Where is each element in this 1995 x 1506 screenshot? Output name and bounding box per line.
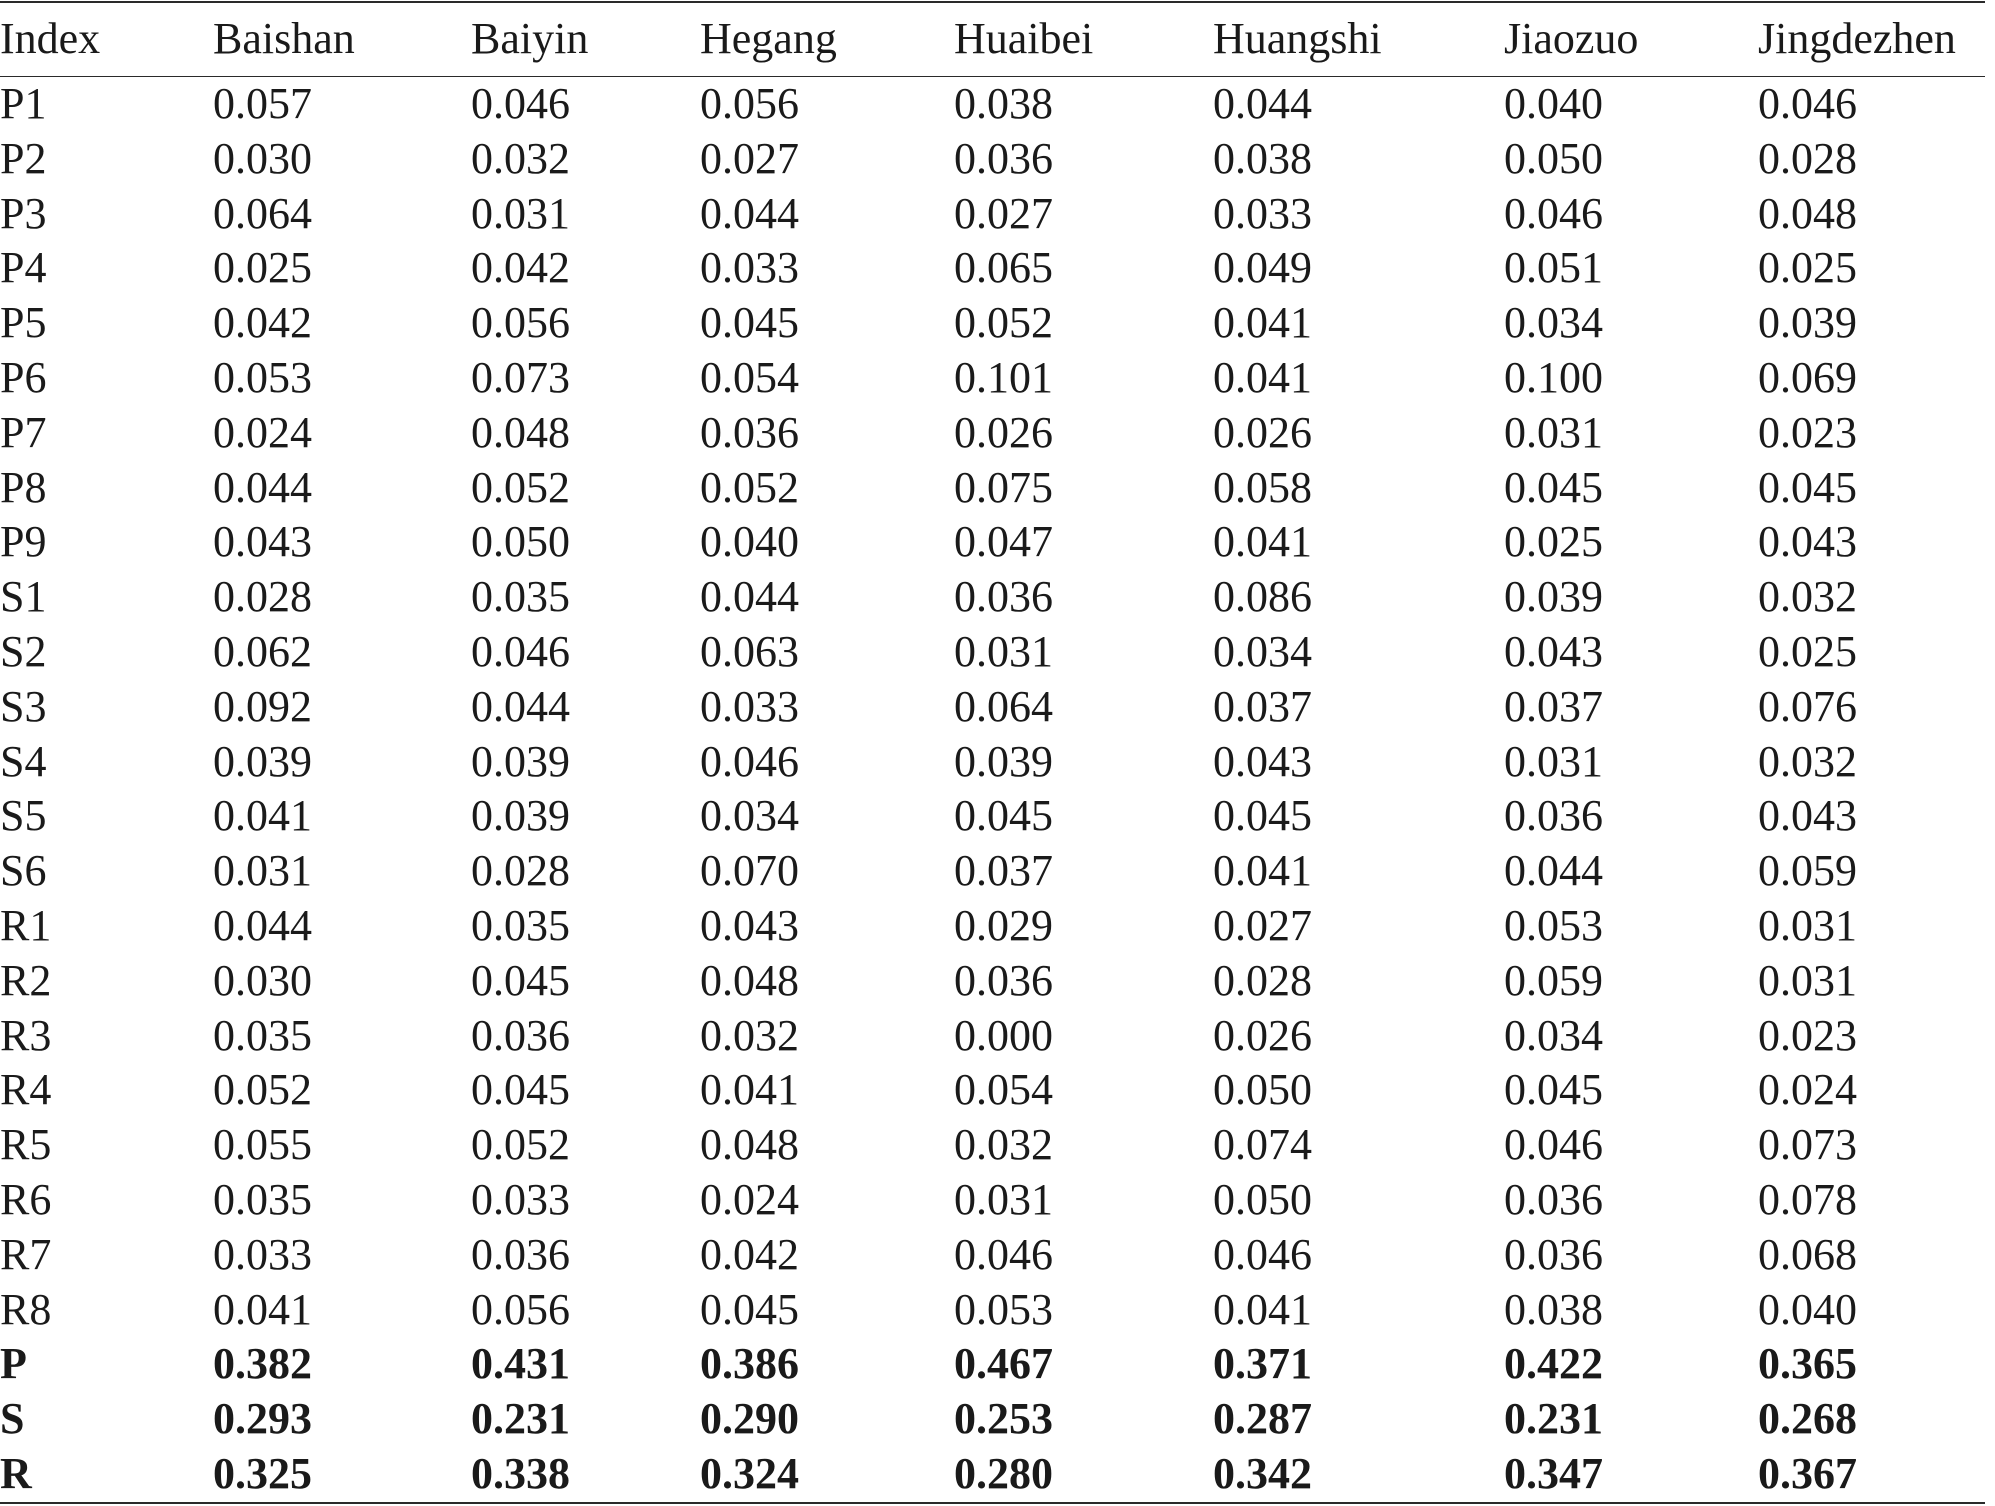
table-cell: 0.086 (1213, 572, 1312, 622)
table-cell: 0.042 (213, 298, 312, 348)
table-cell: 0.051 (1504, 243, 1603, 293)
table-cell: 0.033 (471, 1174, 570, 1224)
table-cell: 0.253 (954, 1394, 1053, 1444)
table-cell: 0.028 (1758, 133, 1857, 183)
table-cell: 0.371 (1213, 1339, 1312, 1389)
table-cell: 0.048 (700, 1120, 799, 1170)
table-cell: 0.044 (213, 900, 312, 950)
table-cell: 0.036 (471, 1229, 570, 1279)
table-row (0, 351, 1985, 406)
table-cell: 0.044 (1213, 79, 1312, 128)
table-cell: 0.056 (471, 1284, 570, 1334)
table-cell: 0.092 (213, 681, 312, 731)
table-cell: 0.046 (1504, 1120, 1603, 1170)
table-cell: 0.050 (1213, 1174, 1312, 1224)
table-cell: 0.028 (471, 846, 570, 896)
table-cell: 0.053 (1504, 900, 1603, 950)
table-cell: 0.052 (700, 462, 799, 512)
table-cell: 0.055 (213, 1120, 312, 1170)
table-cell: 0.045 (700, 298, 799, 348)
table-cell: 0.047 (954, 517, 1053, 567)
table-cell: 0.036 (1504, 791, 1603, 841)
table-cell: 0.431 (471, 1339, 570, 1389)
table-row (0, 515, 1985, 570)
table-cell: 0.028 (1213, 955, 1312, 1005)
table-cell: 0.040 (1504, 79, 1603, 128)
table-cell: 0.100 (1504, 352, 1603, 402)
table-cell: 0.078 (1758, 1174, 1857, 1224)
table-cell: 0.046 (1213, 1229, 1312, 1279)
table-cell: 0.030 (213, 133, 312, 183)
table-cell: 0.025 (1504, 517, 1603, 567)
table-cell: 0.043 (1213, 736, 1312, 786)
table-cell: 0.044 (213, 462, 312, 512)
table-cell: 0.074 (1213, 1120, 1312, 1170)
table-cell: 0.031 (1758, 900, 1857, 950)
table-cell: 0.040 (1758, 1284, 1857, 1334)
total-row (0, 1337, 1985, 1392)
table-cell: 0.053 (954, 1284, 1053, 1334)
table-cell: 0.231 (1504, 1394, 1603, 1444)
table-cell: 0.039 (1758, 298, 1857, 348)
total-row (0, 1447, 1985, 1502)
table-cell: 0.026 (954, 407, 1053, 457)
table-cell: 0.031 (1504, 736, 1603, 786)
table-cell: 0.287 (1213, 1394, 1312, 1444)
table-cell: 0.050 (1213, 1065, 1312, 1115)
table-cell: 0.039 (471, 791, 570, 841)
table-row (0, 77, 1985, 132)
table-cell: 0.038 (1504, 1284, 1603, 1334)
table-cell: 0.032 (1758, 572, 1857, 622)
table-cell: 0.043 (1758, 791, 1857, 841)
table-cell: 0.024 (213, 407, 312, 457)
table-cell: 0.280 (954, 1448, 1053, 1498)
row-label: R (0, 1448, 32, 1498)
table-row (0, 1063, 1985, 1118)
row-label: P1 (0, 79, 47, 128)
table-cell: 0.032 (1758, 736, 1857, 786)
table-header (0, 0, 1985, 77)
table-cell: 0.034 (1213, 626, 1312, 676)
column-header-hegang: Hegang (700, 14, 837, 63)
table-row (0, 844, 1985, 899)
table-cell: 0.036 (1504, 1174, 1603, 1224)
table-cell: 0.422 (1504, 1339, 1603, 1389)
column-header-huangshi: Huangshi (1213, 14, 1382, 63)
table-cell: 0.040 (700, 517, 799, 567)
row-label: R6 (0, 1174, 52, 1224)
table-cell: 0.070 (700, 846, 799, 896)
table-cell: 0.046 (700, 736, 799, 786)
table-cell: 0.365 (1758, 1339, 1857, 1389)
table-cell: 0.338 (471, 1448, 570, 1498)
table-row (0, 899, 1985, 954)
row-label: P9 (0, 517, 47, 567)
table-cell: 0.043 (1504, 626, 1603, 676)
table-row (0, 1009, 1985, 1064)
table-cell: 0.032 (700, 1010, 799, 1060)
column-header-jingdezhen: Jingdezhen (1758, 14, 1956, 63)
table-cell: 0.031 (1758, 955, 1857, 1005)
table-cell: 0.032 (954, 1120, 1053, 1170)
table-cell: 0.026 (1213, 1010, 1312, 1060)
table-cell: 0.064 (954, 681, 1053, 731)
table-cell: 0.042 (471, 243, 570, 293)
table-cell: 0.041 (213, 791, 312, 841)
row-label: S4 (0, 736, 47, 786)
table-cell: 0.073 (471, 352, 570, 402)
table-cell: 0.073 (1758, 1120, 1857, 1170)
table-cell: 0.231 (471, 1394, 570, 1444)
table-cell: 0.058 (1213, 462, 1312, 512)
table-row (0, 1118, 1985, 1173)
row-label: P (0, 1339, 27, 1389)
table-cell: 0.045 (954, 791, 1053, 841)
table-cell: 0.052 (954, 298, 1053, 348)
table-cell: 0.024 (1758, 1065, 1857, 1115)
table-cell: 0.025 (213, 243, 312, 293)
table-cell: 0.325 (213, 1448, 312, 1498)
table-row (0, 1283, 1985, 1338)
table-cell: 0.025 (1758, 626, 1857, 676)
table-cell: 0.062 (213, 626, 312, 676)
table-cell: 0.039 (1504, 572, 1603, 622)
table-cell: 0.048 (700, 955, 799, 1005)
table-cell: 0.033 (700, 243, 799, 293)
row-label: P8 (0, 462, 47, 512)
table-cell: 0.030 (213, 955, 312, 1005)
table-cell: 0.037 (954, 846, 1053, 896)
table-cell: 0.023 (1758, 407, 1857, 457)
row-label: P5 (0, 298, 47, 348)
table-cell: 0.031 (213, 846, 312, 896)
table-cell: 0.367 (1758, 1448, 1857, 1498)
table-cell: 0.031 (1504, 407, 1603, 457)
column-header-baiyin: Baiyin (471, 14, 589, 63)
table-cell: 0.048 (471, 407, 570, 457)
table-cell: 0.033 (700, 681, 799, 731)
table-cell: 0.045 (700, 1284, 799, 1334)
table-cell: 0.041 (1213, 298, 1312, 348)
table-cell: 0.069 (1758, 352, 1857, 402)
table-cell: 0.065 (954, 243, 1053, 293)
table-cell: 0.041 (1213, 517, 1312, 567)
table-cell: 0.033 (1213, 188, 1312, 238)
table-row (0, 296, 1985, 351)
table-cell: 0.036 (1504, 1229, 1603, 1279)
row-label: S2 (0, 626, 47, 676)
table-cell: 0.044 (700, 572, 799, 622)
table-cell: 0.045 (1504, 1065, 1603, 1115)
table-cell: 0.035 (471, 572, 570, 622)
table-row (0, 187, 1985, 242)
table-cell: 0.044 (471, 681, 570, 731)
table-cell: 0.068 (1758, 1229, 1857, 1279)
table-cell: 0.036 (954, 955, 1053, 1005)
row-label: R5 (0, 1120, 52, 1170)
table-row (0, 570, 1985, 625)
table-cell: 0.035 (471, 900, 570, 950)
table-cell: 0.056 (700, 79, 799, 128)
table-row (0, 680, 1985, 735)
table-cell: 0.347 (1504, 1448, 1603, 1498)
row-label: R8 (0, 1284, 52, 1334)
table-cell: 0.044 (700, 188, 799, 238)
table-cell: 0.039 (471, 736, 570, 786)
table-row (0, 789, 1985, 844)
table-cell: 0.045 (471, 955, 570, 1005)
table-cell: 0.324 (700, 1448, 799, 1498)
table-cell: 0.045 (1504, 462, 1603, 512)
table-cell: 0.027 (954, 188, 1053, 238)
table-row (0, 132, 1985, 187)
table-cell: 0.029 (954, 900, 1053, 950)
row-label: R4 (0, 1065, 52, 1115)
table-cell: 0.045 (471, 1065, 570, 1115)
table-cell: 0.045 (1213, 791, 1312, 841)
table-cell: 0.056 (471, 298, 570, 348)
table-cell: 0.028 (213, 572, 312, 622)
table-cell: 0.038 (1213, 133, 1312, 183)
column-header-index: Index (0, 14, 101, 63)
column-header-jiaozuo: Jiaozuo (1504, 14, 1639, 63)
row-label: P4 (0, 243, 47, 293)
row-label: P3 (0, 188, 47, 238)
table-cell: 0.054 (700, 352, 799, 402)
table-cell: 0.037 (1504, 681, 1603, 731)
column-header-huaibei: Huaibei (954, 14, 1094, 63)
table-cell: 0.031 (954, 626, 1053, 676)
table-cell: 0.036 (471, 1010, 570, 1060)
table-cell: 0.046 (1504, 188, 1603, 238)
table-cell: 0.049 (1213, 243, 1312, 293)
table-row (0, 1173, 1985, 1228)
table-cell: 0.038 (954, 79, 1053, 128)
row-label: S3 (0, 681, 47, 731)
table-cell: 0.026 (1213, 407, 1312, 457)
table-cell: 0.043 (213, 517, 312, 567)
row-label: R3 (0, 1010, 52, 1060)
row-label: R1 (0, 900, 52, 950)
table-cell: 0.023 (1758, 1010, 1857, 1060)
table-cell: 0.052 (471, 1120, 570, 1170)
table-cell: 0.050 (471, 517, 570, 567)
table-cell: 0.034 (700, 791, 799, 841)
table-cell: 0.031 (471, 188, 570, 238)
table-row (0, 241, 1985, 296)
table-cell: 0.046 (471, 626, 570, 676)
row-label: S6 (0, 846, 47, 896)
table-row (0, 1228, 1985, 1283)
table-cell: 0.064 (213, 188, 312, 238)
table-cell: 0.063 (700, 626, 799, 676)
table-cell: 0.041 (213, 1284, 312, 1334)
table-cell: 0.039 (954, 736, 1053, 786)
table-cell: 0.101 (954, 352, 1053, 402)
table-cell: 0.042 (700, 1229, 799, 1279)
table-cell: 0.024 (700, 1174, 799, 1224)
table-row (0, 461, 1985, 516)
table-cell: 0.045 (1758, 462, 1857, 512)
table-cell: 0.382 (213, 1339, 312, 1389)
table-cell: 0.036 (954, 133, 1053, 183)
table-cell: 0.027 (1213, 900, 1312, 950)
table-row (0, 735, 1985, 790)
table-cell: 0.041 (1213, 352, 1312, 402)
table-cell: 0.467 (954, 1339, 1053, 1389)
table-cell: 0.050 (1504, 133, 1603, 183)
table-cell: 0.290 (700, 1394, 799, 1444)
table-cell: 0.041 (1213, 846, 1312, 896)
table-cell: 0.054 (954, 1065, 1053, 1115)
table-cell: 0.036 (954, 572, 1053, 622)
table-cell: 0.037 (1213, 681, 1312, 731)
table-cell: 0.000 (954, 1010, 1053, 1060)
row-label: S (0, 1394, 25, 1444)
table-cell: 0.059 (1504, 955, 1603, 1005)
table-bottom-rule (0, 1502, 1985, 1504)
table-cell: 0.046 (471, 79, 570, 128)
table-cell: 0.041 (1213, 1284, 1312, 1334)
table-cell: 0.053 (213, 352, 312, 402)
table-cell: 0.043 (700, 900, 799, 950)
row-label: P7 (0, 407, 47, 457)
header-row (0, 0, 1985, 77)
table-cell: 0.036 (700, 407, 799, 457)
column-header-baishan: Baishan (213, 14, 355, 63)
table-cell: 0.046 (954, 1229, 1053, 1279)
table-cell: 0.039 (213, 736, 312, 786)
table-cell: 0.025 (1758, 243, 1857, 293)
table-cell: 0.035 (213, 1010, 312, 1060)
table-cell: 0.043 (1758, 517, 1857, 567)
row-label: S1 (0, 572, 47, 622)
table-cell: 0.076 (1758, 681, 1857, 731)
table-cell: 0.034 (1504, 1010, 1603, 1060)
table-cell: 0.293 (213, 1394, 312, 1444)
table-row (0, 954, 1985, 1009)
table-row (0, 625, 1985, 680)
table-row (0, 406, 1985, 461)
table-cell: 0.032 (471, 133, 570, 183)
row-label: P2 (0, 133, 47, 183)
total-row (0, 1392, 1985, 1447)
table-cell: 0.035 (213, 1174, 312, 1224)
table-body (0, 77, 1985, 1502)
table-cell: 0.033 (213, 1229, 312, 1279)
table-cell: 0.052 (471, 462, 570, 512)
table-cell: 0.075 (954, 462, 1053, 512)
table-cell: 0.034 (1504, 298, 1603, 348)
table-cell: 0.031 (954, 1174, 1053, 1224)
table-cell: 0.059 (1758, 846, 1857, 896)
table-cell: 0.386 (700, 1339, 799, 1389)
table-cell: 0.268 (1758, 1394, 1857, 1444)
row-label: S5 (0, 791, 47, 841)
row-label: R2 (0, 955, 52, 1005)
row-label: R7 (0, 1229, 52, 1279)
table-cell: 0.052 (213, 1065, 312, 1115)
table-cell: 0.057 (213, 79, 312, 128)
table-cell: 0.044 (1504, 846, 1603, 896)
table-cell: 0.041 (700, 1065, 799, 1115)
table-cell: 0.046 (1758, 79, 1857, 128)
row-label: P6 (0, 352, 47, 402)
table-cell: 0.048 (1758, 188, 1857, 238)
table-cell: 0.342 (1213, 1448, 1312, 1498)
table-cell: 0.027 (700, 133, 799, 183)
